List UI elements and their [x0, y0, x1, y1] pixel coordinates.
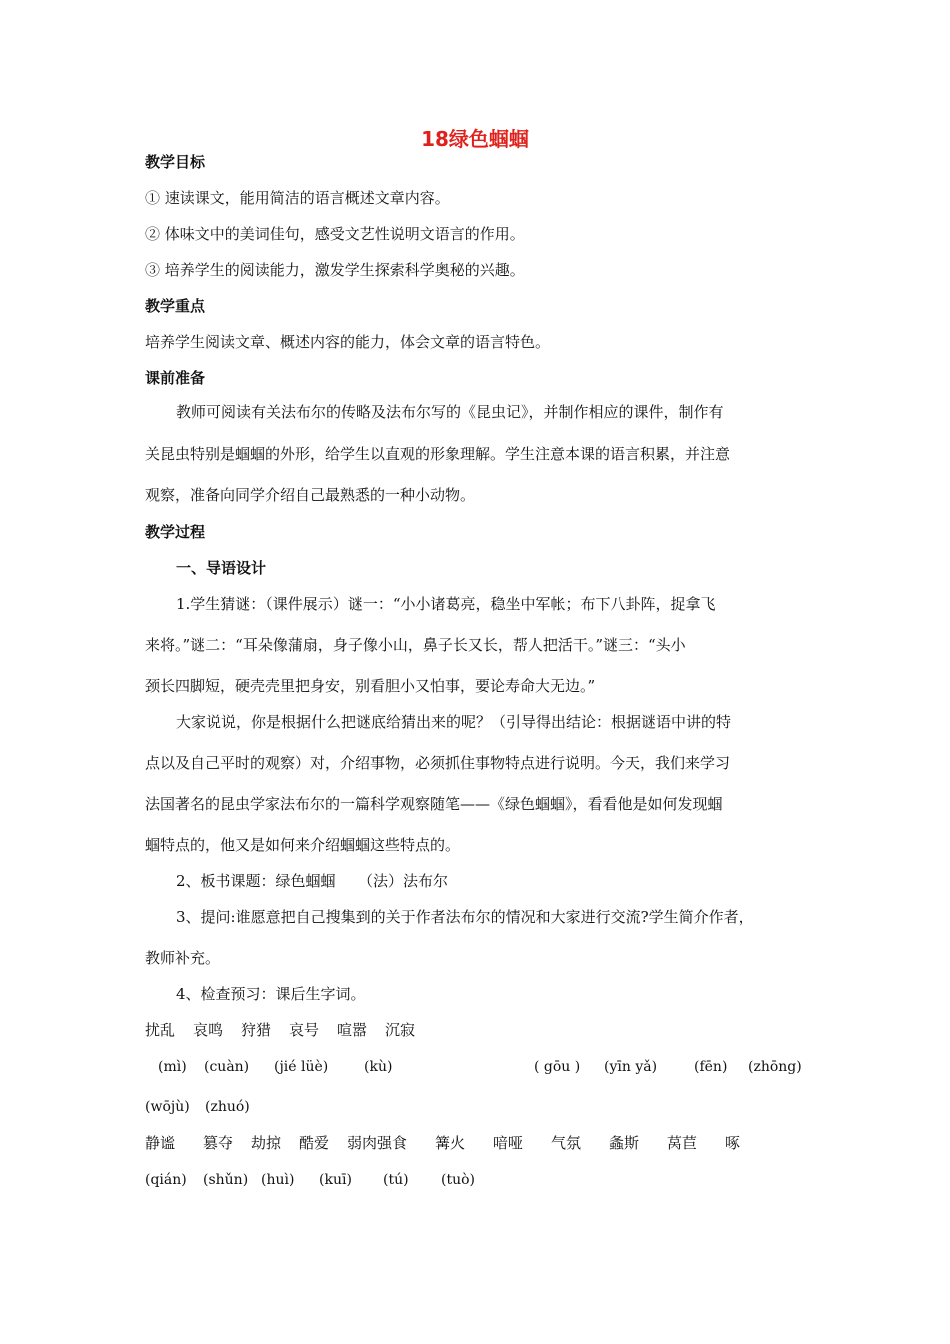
vocab-word: 气氛: [551, 1134, 582, 1152]
vocab-row-2: [145, 1133, 740, 1153]
vocab-word: 扰乱: [145, 1021, 176, 1039]
vocab-row-1: [145, 1020, 415, 1040]
prep-paragraph-line: 关昆虫特别是蝈蝈的外形，给学生以直观的形象理解。学生注意本课的语言积累，并注意: [145, 445, 731, 463]
vocab-word: 螽斯: [609, 1134, 640, 1152]
step-3-line: 教师补充。: [145, 949, 221, 967]
prep-paragraph-line: 观察，准备向同学介绍自己最熟悉的一种小动物。: [145, 486, 476, 504]
vocab-word: 静谧: [145, 1134, 176, 1152]
vocab-word: 喑哑: [493, 1134, 524, 1152]
vocab-word: 篡夺: [203, 1134, 234, 1152]
pinyin-item: (kuī): [319, 1172, 352, 1188]
vocab-word: 沉寂: [385, 1021, 416, 1039]
pinyin-item: (zhōng): [748, 1059, 802, 1075]
pinyin-item: (yīn yǎ): [604, 1059, 658, 1075]
process-heading: 教学过程: [145, 523, 206, 541]
vocab-word: 篝火: [435, 1134, 466, 1152]
vocab-word: 弱肉强食: [347, 1134, 408, 1152]
goal-item: ③ 培养学生的阅读能力，激发学生探索科学奥秘的兴趣。: [145, 261, 525, 279]
pinyin-item: (mì): [158, 1059, 187, 1075]
discuss-line: 蝈特点的，他又是如何来介绍蝈蝈这些特点的。: [145, 836, 461, 854]
prep-heading: 课前准备: [145, 369, 206, 387]
document-title: 18绿色蝈蝈: [421, 127, 529, 151]
pinyin-item: (tuò): [441, 1172, 475, 1188]
discuss-line: 法国著名的昆虫学家法布尔的一篇科学观察随笔——《绿色蝈蝈》，看看他是如何发现蝈: [145, 795, 723, 813]
pinyin-item: (zhuó): [205, 1099, 250, 1115]
goal-item: ① 速读课文，能用简洁的语言概述文章内容。: [145, 189, 450, 207]
pinyin-item: (jié lüè): [274, 1059, 329, 1075]
vocab-word: 劫掠: [251, 1134, 282, 1152]
pinyin-item: (kù): [364, 1059, 393, 1075]
discuss-line: 点以及自己平时的观察）对，介绍事物，必须抓住事物特点进行说明。今天，我们来学习: [145, 754, 731, 772]
goals-heading: 教学目标: [145, 153, 206, 171]
pinyin-row-1: [158, 1057, 802, 1077]
discuss-line: 大家说说，你是根据什么把谜底给猜出来的呢？（引导得出结论：根据谜语中讲的特: [176, 713, 732, 731]
step-3-line: 3、提问:谁愿意把自己搜集到的关于作者法布尔的情况和大家进行交流?学生简介作者，: [176, 908, 754, 926]
pinyin-item: (huì): [261, 1172, 295, 1188]
goal-item: ② 体味文中的美词佳句，感受文艺性说明文语言的作用。: [145, 225, 525, 243]
riddle-line: 颈长四脚短，硬壳壳里把身安，别看胆小又怕事，要论寿命大无边。”: [145, 677, 596, 695]
step-2: 2、板书课题：绿色蝈蝈 （法）法布尔: [176, 872, 449, 890]
pinyin-item: (shǔn): [203, 1172, 249, 1188]
riddle-line: 1.学生猜谜：（课件展示）谜一：“小小诸葛亮，稳坐中军帐；布下八卦阵，捉拿飞: [176, 595, 716, 613]
pinyin-item: (wōjù): [145, 1099, 190, 1115]
vocab-word: 莴苣: [667, 1134, 698, 1152]
vocab-word: 酷爱: [299, 1134, 330, 1152]
vocab-word: 哀鸣: [193, 1021, 224, 1039]
riddle-line: 来将。”谜二：“耳朵像蒲扇，身子像小山，鼻子长又长，帮人把活干。”谜三：“头小: [145, 636, 686, 654]
pinyin-row-2: [145, 1097, 250, 1117]
vocab-word: 喧嚣: [337, 1021, 368, 1039]
prep-paragraph-line: 教师可阅读有关法布尔的传略及法布尔写的《昆虫记》，并制作相应的课件，制作有: [176, 403, 724, 421]
pinyin-item: (tú): [383, 1172, 409, 1188]
intro-heading: 一、导语设计: [176, 559, 267, 577]
pinyin-item: (fēn): [694, 1059, 728, 1075]
vocab-word: 狩猎: [241, 1021, 272, 1039]
vocab-word: 哀号: [289, 1021, 320, 1039]
key-heading: 教学重点: [145, 297, 206, 315]
pinyin-item: ( gōu ): [534, 1059, 581, 1075]
step-4: 4、检查预习：课后生字词。: [176, 985, 366, 1003]
vocab-word: 啄: [725, 1134, 741, 1152]
pinyin-item: (qián): [145, 1172, 187, 1188]
pinyin-row-3: [145, 1170, 475, 1190]
pinyin-item: (cuàn): [204, 1059, 250, 1075]
key-text: 培养学生阅读文章、概述内容的能力，体会文章的语言特色。: [145, 333, 551, 351]
